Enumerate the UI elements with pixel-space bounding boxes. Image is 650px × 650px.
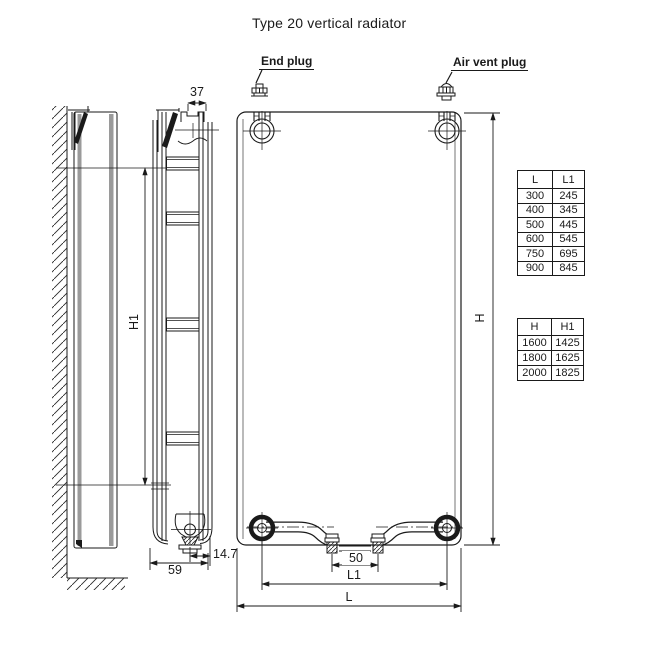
cell-h: 2000 [518, 366, 552, 381]
air-vent-plug-label: Air vent plug [453, 55, 527, 69]
col-header-h: H [518, 319, 552, 336]
front-view [237, 111, 466, 553]
dim-h1: H1 [127, 314, 141, 330]
table-row [518, 218, 585, 233]
table-header-row [518, 319, 584, 336]
cell-l1: 545 [553, 232, 585, 247]
cell-l: 500 [518, 218, 553, 233]
table-row [518, 203, 585, 218]
leader-lines [256, 70, 452, 83]
cell-l1: 845 [553, 261, 585, 276]
table-header-row [518, 171, 585, 189]
cell-h: 1600 [518, 336, 552, 351]
col-header-l: L [518, 171, 553, 189]
cell-l1: 445 [553, 218, 585, 233]
air-vent-plug-icon [437, 84, 455, 101]
bottom-pipes [247, 527, 462, 551]
cell-l: 600 [518, 232, 553, 247]
floor-hatch [67, 578, 125, 590]
dim-50: 50 [342, 551, 370, 565]
dim-37: 37 [190, 85, 204, 99]
drawing-title: Type 20 vertical radiator [252, 15, 407, 31]
table-row [518, 351, 584, 366]
panel-spacers [167, 157, 200, 445]
wall-hatch [52, 106, 67, 578]
dim-14-7: 14.7 [213, 547, 238, 561]
dim-59: 59 [168, 563, 182, 577]
table-row [518, 366, 584, 381]
width-size-table [517, 170, 585, 276]
cell-h1: 1425 [552, 336, 584, 351]
cell-h: 1800 [518, 351, 552, 366]
cell-l1: 245 [553, 189, 585, 204]
cell-l1: 695 [553, 247, 585, 262]
table-row [518, 247, 585, 262]
cell-l: 300 [518, 189, 553, 204]
cell-l: 900 [518, 261, 553, 276]
cell-l: 400 [518, 203, 553, 218]
col-header-h1: H1 [552, 319, 584, 336]
dim-h: H [473, 313, 487, 323]
bottom-valve-icon [171, 511, 211, 553]
table-row [518, 261, 585, 276]
cell-l: 750 [518, 247, 553, 262]
end-plug-label: End plug [261, 54, 313, 68]
cell-h1: 1825 [552, 366, 584, 381]
dim-l1: L1 [347, 568, 361, 582]
dim-l: L [345, 590, 353, 604]
cell-h1: 1625 [552, 351, 584, 366]
table-row [518, 189, 585, 204]
height-size-table [517, 318, 584, 381]
profile-view [151, 108, 219, 553]
table-row [518, 232, 585, 247]
table-row [518, 336, 584, 351]
col-header-l1: L1 [553, 171, 585, 189]
cell-l1: 345 [553, 203, 585, 218]
top-tappings [243, 111, 466, 150]
end-plug-icon [251, 84, 268, 96]
